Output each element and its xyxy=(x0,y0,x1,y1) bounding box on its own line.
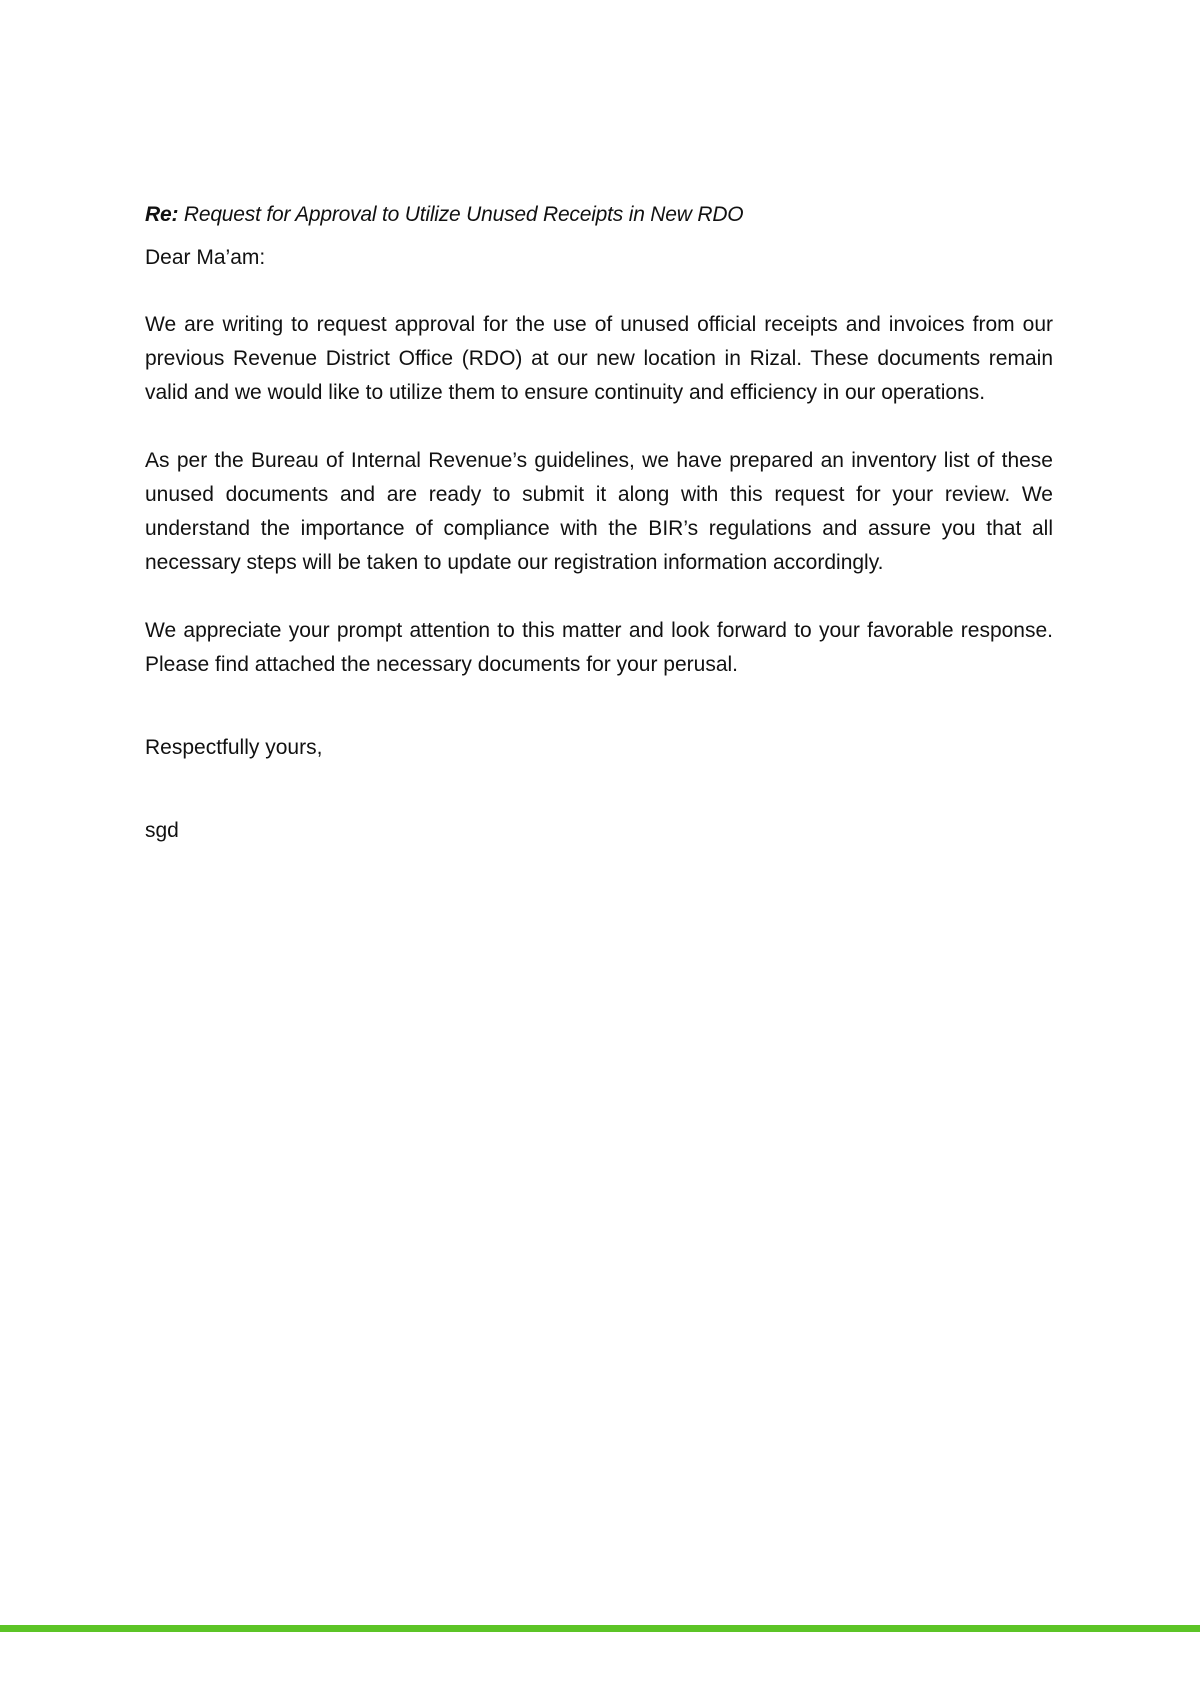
signature: sgd xyxy=(145,819,179,842)
subject-label: Re: xyxy=(145,203,179,226)
paragraph-request: We are writing to request approval for the use of unused official receipts and invoices from our previous Revenue District Office (RDO) at our new location in Rizal. These documents remain valid and we would like to utilize them to ensure continuity and efficiency in our operations. xyxy=(145,313,1053,404)
footer-rule xyxy=(0,1625,1200,1632)
paragraph-appreciation: We appreciate your prompt attention to this matter and look forward to your favorable response. Please find attached the necessary documents for your perusal. xyxy=(145,619,1053,676)
salutation: Dear Ma’am: xyxy=(145,246,266,269)
paragraph-inventory: As per the Bureau of Internal Revenue’s guidelines, we have prepared an inventory list of these unused documents and are ready to submit it along with this request for your review. We understand the importance of compliance with the BIR’s regulations and assure you that all necessary steps will be taken to update our registration information accordingly. xyxy=(145,449,1053,574)
letter-body xyxy=(145,198,1053,848)
closing: Respectfully yours, xyxy=(145,736,323,759)
subject-text: Request for Approval to Utilize Unused Receipts in New RDO xyxy=(178,203,744,226)
subject-line xyxy=(145,198,1053,232)
